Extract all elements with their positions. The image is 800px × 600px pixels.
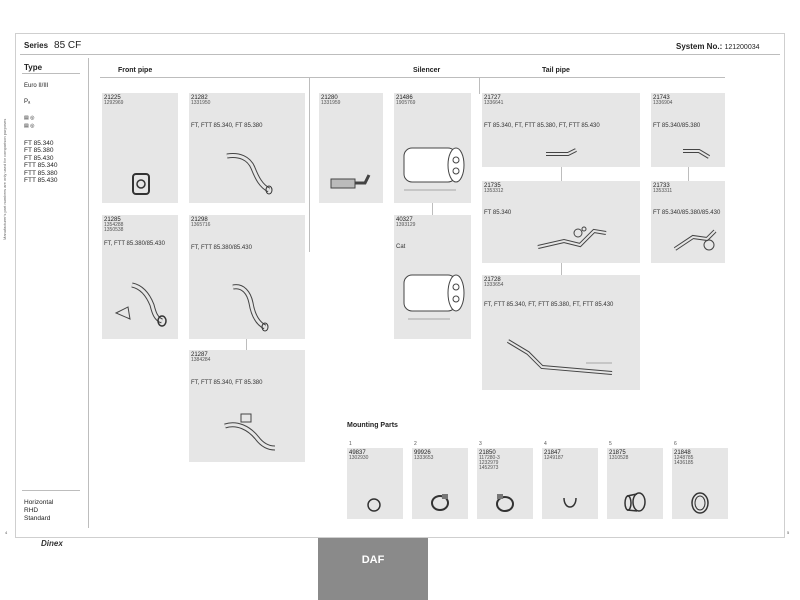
mounting-box-21875[interactable] <box>607 448 663 519</box>
model-item: FTT 85.380 <box>24 169 58 177</box>
part-box-21285[interactable] <box>102 215 178 339</box>
u-bolt-drawing <box>560 494 580 514</box>
front-pipe-drawing <box>112 277 172 333</box>
part-box-21735[interactable] <box>482 181 640 263</box>
part-number: 21733 <box>653 183 670 189</box>
oe-number: 1365716 <box>191 222 211 228</box>
engine-symbol: Pₐ <box>24 99 31 105</box>
mounting-box-49837[interactable] <box>347 448 403 519</box>
oe-number: 1436185 <box>674 460 694 466</box>
make-tab: DAF <box>318 538 428 600</box>
part-number: 99926 <box>414 450 431 456</box>
oe-number: 1452973 <box>479 465 499 471</box>
front-pipe-drawing <box>217 408 283 458</box>
tail-pipe-drawing <box>534 221 634 261</box>
mounting-parts-heading: Mounting Parts <box>347 422 398 429</box>
clamp-drawing <box>493 492 517 514</box>
footer-divider <box>22 490 80 491</box>
part-number: 40327 <box>396 217 413 223</box>
part-number: 49837 <box>349 450 366 456</box>
system-value: 121200034 <box>724 44 760 51</box>
series-label: Series <box>24 41 49 50</box>
part-box-21287[interactable] <box>189 350 305 462</box>
part-number: 21847 <box>544 450 561 456</box>
disclaimer-text: Manufacturer's part numbers are only used for comparison purposes <box>2 118 7 240</box>
flange-gasket-drawing <box>130 171 154 197</box>
config-orientation: Horizontal <box>24 499 54 506</box>
header-divider <box>20 54 780 55</box>
mounting-box-21848[interactable] <box>672 448 728 519</box>
oe-number: 1905769 <box>396 100 416 106</box>
oe-number: 1292969 <box>104 100 124 106</box>
front-pipe-drawing <box>219 277 279 335</box>
tail-pipe-drawing <box>542 145 582 161</box>
oe-number: 1331950 <box>191 100 211 106</box>
part-box-21728[interactable] <box>482 275 640 390</box>
part-box-21280[interactable] <box>319 93 383 203</box>
model-item: FT 85.380 <box>24 147 54 155</box>
part-number: 21285 <box>104 217 121 223</box>
front-pipe-drawing <box>219 148 279 198</box>
part-number: 21743 <box>653 95 670 101</box>
part-box-21727[interactable] <box>482 93 640 167</box>
part-box-21225[interactable] <box>102 93 178 203</box>
tail-pipe-drawing <box>671 225 723 259</box>
part-box-21743[interactable] <box>651 93 725 167</box>
part-number: 21282 <box>191 95 208 101</box>
part-box-40327[interactable] <box>394 215 471 339</box>
tail-pipe-drawing <box>679 143 719 163</box>
fitment-text: Cat <box>396 244 406 250</box>
part-connector <box>688 167 689 181</box>
part-number: 21298 <box>191 217 208 223</box>
oe-number: 1384284 <box>191 357 211 363</box>
oe-number: 1248785 <box>674 455 694 461</box>
config-variant: Standard <box>24 515 51 522</box>
oe-number: 117280-3 <box>479 455 500 461</box>
fitment-text: FT 85.340, FT, FTT 85.380, FT, FTT 85.430 <box>484 123 600 129</box>
clamp-drawing <box>428 492 452 514</box>
oe-number: 1333653 <box>414 455 434 461</box>
fitment-text: FT 85.340/85.380 <box>653 123 701 129</box>
sleeve-drawing <box>621 490 649 516</box>
oe-number: 1393129 <box>396 222 416 228</box>
tail-pipe-drawing <box>502 333 634 383</box>
position-number: 5 <box>609 441 612 447</box>
fitment-text: FT 85.340 <box>484 210 512 216</box>
part-box-21282[interactable] <box>189 93 305 203</box>
fitment-text: FT, FTT 85.340, FT, FTT 85.380, FT, FTT 85.430 <box>484 302 614 308</box>
model-item: FT 85.340 <box>24 140 54 147</box>
fitment-text: FT 85.340/85.380/85.430 <box>653 210 721 216</box>
part-number: 21287 <box>191 352 208 358</box>
silencer-heading: Silencer <box>413 67 441 74</box>
part-box-21486[interactable] <box>394 93 471 203</box>
mounting-box-21850[interactable] <box>477 448 533 519</box>
model-item: FTT 85.340 <box>24 162 58 170</box>
part-number: 21225 <box>104 95 121 101</box>
part-connector <box>561 167 562 181</box>
tail-pipe-heading: Tail pipe <box>542 67 570 74</box>
front-pipe-heading: Front pipe <box>118 67 153 74</box>
part-connector <box>432 203 433 215</box>
flex-pipe-drawing <box>329 171 373 193</box>
position-number: 2 <box>414 441 417 447</box>
front-pipe-branch <box>309 77 310 252</box>
gasket-drawing <box>688 490 712 516</box>
oe-number: 1333654 <box>484 282 504 288</box>
silencer-drawing <box>398 138 468 198</box>
part-number: 21280 <box>321 95 338 101</box>
series-heading <box>24 40 81 51</box>
dinex-logo: Dinex <box>41 539 63 548</box>
system-label: System No.: <box>676 42 723 51</box>
part-number: 21875 <box>609 450 626 456</box>
part-box-21733[interactable] <box>651 181 725 263</box>
oe-number: 1331959 <box>321 100 341 106</box>
oe-number: 1232979 <box>479 460 499 466</box>
mounting-box-21847[interactable] <box>542 448 598 519</box>
system-number <box>676 42 760 51</box>
oe-number: 1353312 <box>484 188 504 194</box>
fitment-text: FT, FTT 85.340, FT 85.380 <box>191 123 263 129</box>
page-number-right: 5 <box>787 530 790 535</box>
position-number: 3 <box>479 441 482 447</box>
oe-number: 1354288 <box>104 222 124 228</box>
oe-number: 1249187 <box>544 455 564 461</box>
oe-number: 1310528 <box>609 455 629 461</box>
config-icons <box>24 114 34 130</box>
page-number-left: 4 <box>5 530 8 535</box>
part-number: 21850 <box>479 450 496 456</box>
series-value: 85 CF <box>54 40 82 51</box>
config-icon-row: ▤ ◎ <box>24 115 35 121</box>
position-number: 1 <box>349 441 352 447</box>
oe-number: 1336641 <box>484 100 504 106</box>
left-panel-divider <box>88 58 89 528</box>
position-number: 4 <box>544 441 547 447</box>
part-number: 21727 <box>484 95 501 101</box>
part-connector <box>561 263 562 275</box>
part-number: 21735 <box>484 183 501 189</box>
part-connector <box>246 339 247 350</box>
position-number: 6 <box>674 441 677 447</box>
type-heading: Type <box>24 63 43 72</box>
ring-drawing <box>365 496 383 514</box>
section-connector <box>100 77 725 78</box>
config-drive: RHD <box>24 507 39 514</box>
oe-number: 1350538 <box>104 227 124 233</box>
config-icon-row: ▤ ◎ <box>24 123 35 129</box>
config-footer <box>24 499 53 523</box>
part-number: 21728 <box>484 277 501 283</box>
part-number: 21486 <box>396 95 413 101</box>
fitment-text: FT, FTT 85.380/85.430 <box>104 241 165 247</box>
fitment-text: FT, FTT 85.340, FT 85.380 <box>191 380 263 386</box>
type-divider <box>22 73 80 74</box>
part-number: 21848 <box>674 450 691 456</box>
fitment-text: FT, FTT 85.380/85.430 <box>191 245 252 251</box>
model-item: FTT 85.430 <box>24 177 58 185</box>
tail-pipe-branch <box>479 77 480 94</box>
model-list <box>24 140 57 184</box>
model-item: FT 85.430 <box>24 154 54 162</box>
catalytic-converter-drawing <box>398 267 468 327</box>
part-box-21298[interactable] <box>189 215 305 339</box>
oe-number: 1353311 <box>653 188 673 194</box>
euro-norm: Euro II/III <box>24 83 49 89</box>
oe-number: 1302930 <box>349 455 369 461</box>
oe-number: 1336904 <box>653 100 673 106</box>
mounting-box-99926[interactable] <box>412 448 468 519</box>
